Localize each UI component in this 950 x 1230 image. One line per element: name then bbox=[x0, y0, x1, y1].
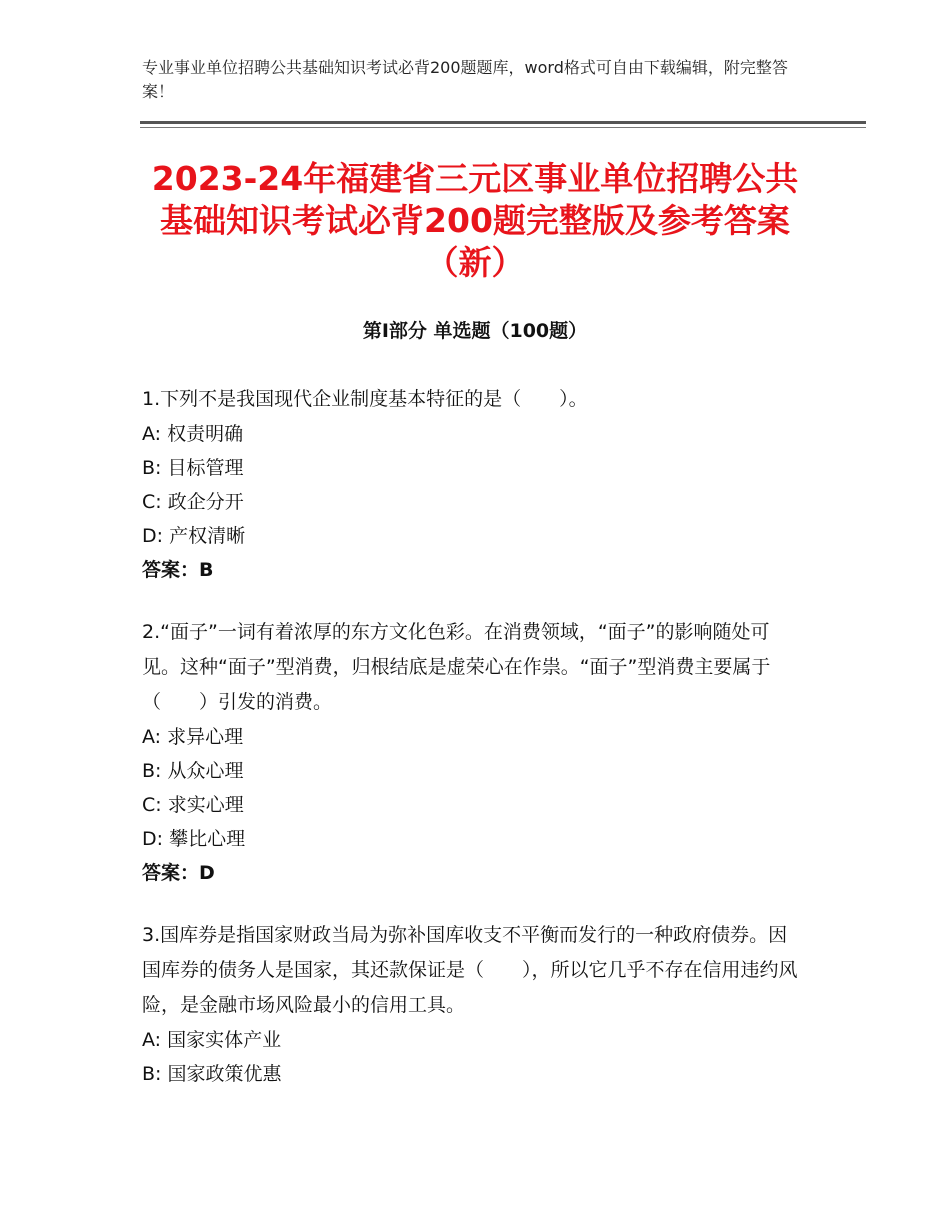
header-divider-thick bbox=[140, 121, 866, 124]
question-2 bbox=[142, 615, 802, 891]
option-c: C: 求实心理 bbox=[142, 794, 244, 816]
answer: 答案：D bbox=[142, 862, 215, 884]
option-d: D: 产权清晰 bbox=[142, 525, 246, 547]
option-b: B: 国家政策优惠 bbox=[142, 1063, 282, 1085]
header-divider-thin bbox=[140, 127, 866, 128]
option-b: B: 从众心理 bbox=[142, 760, 244, 782]
question-stem: 1.下列不是我国现代企业制度基本特征的是（ ）。 bbox=[142, 388, 588, 410]
question-list bbox=[142, 382, 802, 1118]
document-header-note: 专业事业单位招聘公共基础知识考试必背200题题库，word格式可自由下载编辑，附完整答案！ bbox=[142, 58, 788, 101]
section-heading: 第Ⅰ部分 单选题（100题） bbox=[362, 320, 588, 342]
question-stem: 2.“面子”一词有着浓厚的东方文化色彩。在消费领域，“面子”的影响随处可见。这种“面子”型消费，归根结底是虚荣心在作祟。“面子”型消费主要属于（ ）引发的消费。 bbox=[142, 621, 771, 713]
question-stem: 3.国库券是指国家财政当局为弥补国库收支不平衡而发行的一种政府债券。因国库券的债务人是国家，其还款保证是（ ），所以它几乎不存在信用违约风险，是金融市场风险最小的信用工具。 bbox=[142, 924, 798, 1016]
document-title: 2023-24年福建省三元区事业单位招聘公共基础知识考试必背200题完整版及参考答案（新） bbox=[151, 159, 799, 282]
question-3 bbox=[142, 918, 802, 1091]
option-d: D: 攀比心理 bbox=[142, 828, 246, 850]
option-c: C: 政企分开 bbox=[142, 491, 244, 513]
answer: 答案：B bbox=[142, 559, 214, 581]
option-a: A: 权责明确 bbox=[142, 423, 244, 445]
option-b: B: 目标管理 bbox=[142, 457, 244, 479]
question-1 bbox=[142, 382, 802, 588]
option-a: A: 国家实体产业 bbox=[142, 1029, 282, 1051]
option-a: A: 求异心理 bbox=[142, 726, 244, 748]
